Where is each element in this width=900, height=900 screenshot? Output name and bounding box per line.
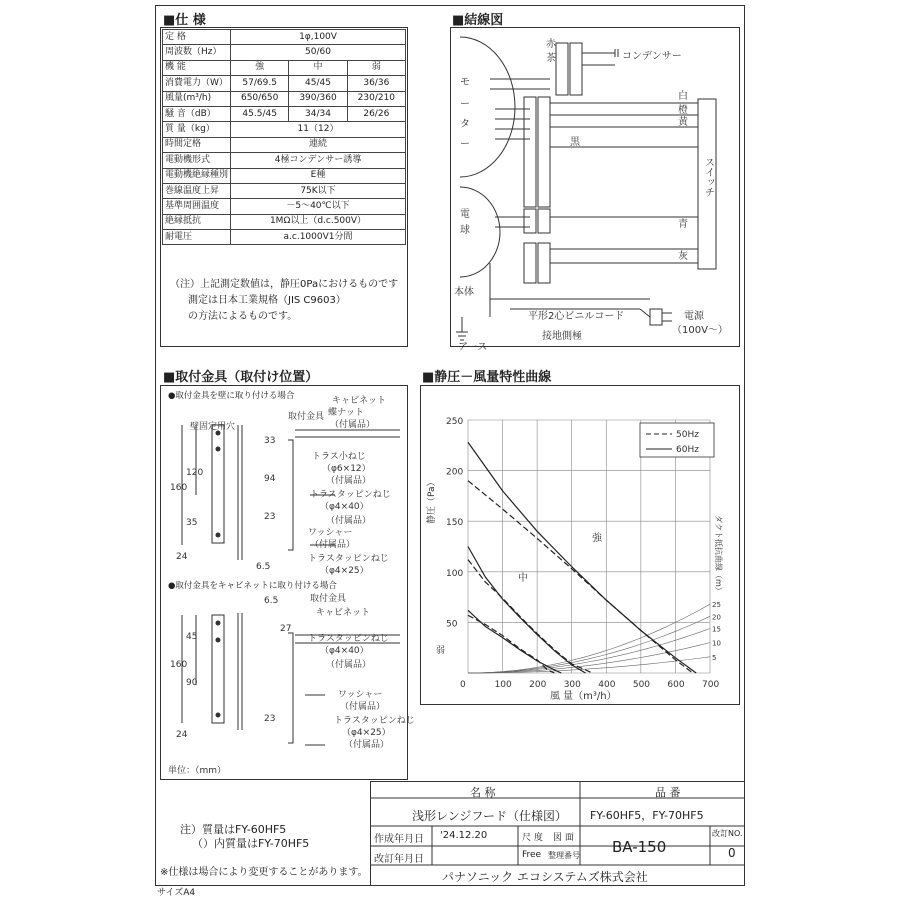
wing-nut-label: 蝶ナット: [328, 408, 364, 418]
wire-brown: 茶: [546, 53, 556, 64]
supplied-label-7: （付属品）: [344, 740, 390, 750]
terminal-block-2: [570, 43, 582, 95]
created-date: '24.12.20: [440, 830, 488, 841]
cabinet-label-2: キャビネット: [316, 608, 371, 618]
title-product-header: 品 番: [655, 786, 681, 799]
curve-title: ■静圧－風量特性曲線: [422, 370, 552, 385]
spec-row: [163, 168, 406, 183]
duct-tick-label: 25: [712, 601, 721, 610]
dim-23-a: 23: [264, 512, 276, 522]
truss-small-size: （φ6×12）: [322, 464, 371, 474]
tapping-40-label-2: （φ4×40）: [320, 646, 369, 656]
dim-33: 33: [264, 436, 276, 446]
label-mid: 中: [518, 573, 528, 584]
revision-label: 改訂NO.: [712, 829, 743, 838]
spec-row-value: 57/69.5: [231, 76, 289, 91]
x-axis-label: 風 量（m³/h）: [550, 691, 617, 702]
management-label: 整理番号: [548, 851, 580, 860]
spec-row: [163, 106, 406, 121]
spec-row-label: 定 格: [163, 30, 231, 45]
spec-row-value: 45/45: [289, 76, 347, 91]
power-voltage-label: （100V～）: [672, 325, 728, 336]
svg-text:ー: ー: [460, 99, 470, 110]
spec-row-value: －5～40℃以下: [231, 199, 406, 214]
spec-row-label: 消費電力（W）: [163, 76, 231, 91]
spec-row: [163, 183, 406, 198]
spec-row-value: 50/60: [231, 45, 406, 60]
spec-row-label: 質 量（kg）: [163, 122, 231, 137]
spec-row-value: 230/210: [347, 91, 405, 106]
wire-gray: 灰: [678, 251, 688, 262]
svg-text:タ: タ: [460, 119, 470, 130]
spec-row: [163, 230, 406, 245]
ground-side-label: 接地側極: [542, 331, 582, 342]
spec-row-value: 36/36: [347, 76, 405, 91]
supplied-label-5: （付属品）: [326, 660, 372, 670]
y-tick-label: 250: [446, 417, 464, 427]
wiring-diagram: [450, 27, 740, 353]
terminal-block-7: [524, 243, 536, 283]
dim-6-5-a: 6.5: [256, 562, 271, 572]
y-tick-label: 50: [446, 619, 458, 630]
svg-text:ー: ー: [460, 139, 470, 150]
x-tick-label: 700: [702, 680, 720, 690]
capacitor-label: コンデンサー: [622, 51, 682, 62]
spec-row: [163, 60, 406, 75]
static-pressure-chart: [420, 385, 740, 705]
spec-note-3: の方法によるものです。: [188, 311, 298, 322]
spec-row-value: 34/34: [289, 106, 347, 121]
mount-wall-heading: ●取付金具を壁に取り付ける場合: [168, 391, 295, 401]
terminal-block-4: [538, 97, 550, 207]
tapping-25-label-1: （φ4×25）: [320, 566, 369, 576]
spec-row-label: 絶縁抵抗: [163, 214, 231, 229]
scale-label: 尺 度: [522, 833, 543, 843]
dim-24-a: 24: [176, 552, 188, 562]
spec-row-value: 650/650: [231, 91, 289, 106]
spec-row-value: E種: [231, 168, 406, 183]
drawing-label: 図 面: [553, 833, 574, 843]
mount-title: ■取付金具（取付け位置）: [163, 370, 319, 385]
footer-note-2: （）内質量はFY-70HF5: [192, 837, 310, 850]
cord-label: 平形2心ビニルコード: [528, 311, 625, 322]
cabinet-label-1: キャビネット: [332, 396, 387, 406]
spec-row: [163, 122, 406, 137]
duct-tick-label: 20: [712, 613, 721, 622]
y-axis-label: 静圧（Pa）: [427, 477, 437, 524]
spec-row-label: 周波数（Hz）: [163, 45, 231, 60]
wire-white: 白: [678, 91, 688, 102]
spec-row: [163, 137, 406, 152]
supplied-label-3: （付属品）: [326, 516, 372, 526]
earth-label: アース: [458, 342, 488, 353]
y-tick-label: 100: [446, 568, 464, 579]
unit-label: 単位：（mm）: [168, 766, 227, 776]
duct-curve: [468, 616, 710, 673]
tapping-label-1: トラスタッピンねじ: [310, 490, 391, 500]
spec-row-value: 390/360: [289, 91, 347, 106]
spec-note-2: 測定は日本工業規格（JIS C9603）: [188, 295, 346, 306]
legend-60hz: 60Hz: [676, 445, 699, 455]
spec-row-value: 1φ,100V: [231, 30, 406, 45]
dim-27: 27: [280, 624, 292, 634]
label-weak: 弱: [436, 646, 446, 656]
label-strong: 強: [592, 533, 602, 544]
motor-label: モ: [460, 77, 470, 88]
dim-35: 35: [186, 518, 198, 528]
spec-row-label: 時間定格: [163, 137, 231, 152]
spec-row: [163, 76, 406, 91]
duct-curve: [468, 628, 710, 673]
spec-row-value: 中: [289, 60, 347, 75]
spec-row-label: 巻線温度上昇: [163, 183, 231, 198]
tapping-label-3: トラスタッピンねじ: [308, 634, 389, 644]
spec-title: ■仕 様: [163, 13, 206, 28]
spec-row-label: 基準周囲温度: [163, 199, 231, 214]
wire-blue: 青: [678, 219, 688, 230]
supplied-label-2: （付属品）: [326, 476, 372, 486]
dim-23-b: 23: [264, 714, 276, 724]
wire-yellow: 黄: [678, 117, 688, 128]
spec-row-value: 26/26: [347, 106, 405, 121]
created-label: 作成年月日: [374, 834, 424, 845]
spec-row-label: 耐電圧: [163, 230, 231, 245]
dim-90: 90: [186, 678, 198, 688]
tapping-40-label-1: （φ4×40）: [320, 502, 369, 512]
wire-orange: 橙: [678, 105, 688, 116]
footer-note-1: 注）質量はFY-60HF5: [180, 823, 287, 836]
dim-24-b: 24: [176, 730, 188, 740]
dim-160-b: 160: [170, 660, 188, 670]
wiring-title: ■結線図: [452, 13, 504, 28]
spec-row-label: 電動機絶縁種別: [163, 168, 231, 183]
x-tick-label: 0: [460, 680, 466, 690]
wire-red: 赤: [546, 39, 556, 50]
sheet-size: サイズA4: [157, 888, 196, 898]
washer-label-1: ワッシャー: [308, 528, 353, 538]
body-label: 本体: [454, 287, 474, 298]
revision-number: 0: [728, 846, 736, 860]
footer-note-3: ※仕様は場合により変更することがあります。: [160, 867, 368, 878]
spec-row: [163, 214, 406, 229]
spec-row-value: 強: [231, 60, 289, 75]
dim-45: 45: [186, 632, 198, 642]
lamp-label: 電: [460, 209, 470, 220]
supplied-label-4: （付属品）: [310, 540, 356, 550]
spec-row-label: 機 能: [163, 60, 231, 75]
dim-120: 120: [186, 468, 204, 478]
series-line: [468, 442, 696, 673]
terminal-block-8: [538, 243, 550, 283]
supplied-label-6: （付属品）: [340, 702, 386, 712]
spec-note-1: （注）上記測定数値は，静圧0Paにおけるものです: [170, 279, 399, 290]
terminal-block-3: [524, 97, 536, 207]
y-tick-label: 150: [446, 518, 464, 529]
bracket-label-1: 取付金具: [288, 412, 325, 422]
revised-label: 改訂年月日: [374, 854, 424, 865]
spec-row-label: 騒 音（dB）: [163, 106, 231, 121]
spec-row-value: 4極コンデンサー誘導: [231, 153, 406, 168]
spec-row: [163, 199, 406, 214]
tapping-label-4: トラスタッピンねじ: [334, 716, 415, 726]
duct-axis-label: ダクト抵抗曲線（m）: [714, 515, 723, 595]
doc-number: BA-150: [612, 838, 667, 856]
spec-row-label: 電動機形式: [163, 153, 231, 168]
supplied-label-1: （付属品）: [330, 420, 376, 430]
power-label: 電源: [684, 311, 704, 322]
spec-row: [163, 153, 406, 168]
x-tick-label: 300: [563, 680, 581, 690]
spec-row-value: 弱: [347, 60, 405, 75]
bracket-label-2: 取付金具: [310, 594, 347, 604]
spec-row: [163, 30, 406, 45]
company-name: パナソニック エコシステムズ株式会社: [442, 870, 648, 884]
spec-row-value: 11（12）: [231, 122, 406, 137]
title-name-header: 名 称: [470, 786, 496, 799]
terminal-block-1: [556, 43, 568, 95]
duct-curve: [468, 657, 710, 673]
y-tick-label: 200: [446, 467, 464, 478]
tapping-label-2: トラスタッピンねじ: [308, 554, 389, 564]
switch-label: スイッチ: [702, 157, 714, 197]
x-tick-label: 200: [529, 680, 547, 690]
spec-row: [163, 91, 406, 106]
title-product: FY-60HF5，FY-70HF5: [590, 809, 704, 822]
duct-tick-label: 15: [712, 625, 721, 634]
dim-94: 94: [264, 474, 276, 484]
wall-hole-label: 壁固定用穴: [190, 422, 236, 432]
x-tick-label: 400: [598, 680, 616, 690]
dim-160-a: 160: [170, 483, 188, 493]
x-tick-label: 600: [667, 680, 685, 690]
dim-6-5-b: 6.5: [264, 596, 279, 606]
series-line: [468, 610, 561, 673]
spec-row-label: 風量(m³/h): [163, 91, 231, 106]
wire-black: 黒: [570, 137, 580, 148]
spec-table: [162, 29, 406, 245]
tapping-25-label-2: （φ4×25）: [342, 728, 391, 738]
mount-drawing: [160, 385, 415, 780]
washer-label-2: ワッシャー: [338, 690, 383, 700]
spec-row-value: 連続: [231, 137, 406, 152]
spec-row-value: 75K以下: [231, 183, 406, 198]
title-name: 浅形レンジフード（仕様図）: [412, 809, 568, 823]
legend-50hz: 50Hz: [676, 430, 699, 440]
scale-value: Free: [522, 850, 542, 860]
terminal-block-6: [538, 209, 550, 233]
duct-tick-label: 10: [712, 639, 721, 648]
duct-tick-label: 5: [712, 653, 717, 662]
spec-row-value: 45.5/45: [231, 106, 289, 121]
x-tick-label: 500: [632, 680, 651, 690]
terminal-block-5: [524, 209, 536, 233]
mount-cabinet-heading: ●取付金具をキャビネットに取り付ける場合: [168, 581, 337, 591]
truss-small-label: トラス小ねじ: [312, 452, 366, 462]
spec-row-value: 1MΩ以上（d.c.500V）: [231, 214, 406, 229]
spec-row-value: a.c.1000V1分間: [231, 230, 406, 245]
svg-text:球: 球: [460, 225, 470, 236]
spec-row: [163, 45, 406, 60]
x-tick-label: 100: [494, 680, 512, 690]
